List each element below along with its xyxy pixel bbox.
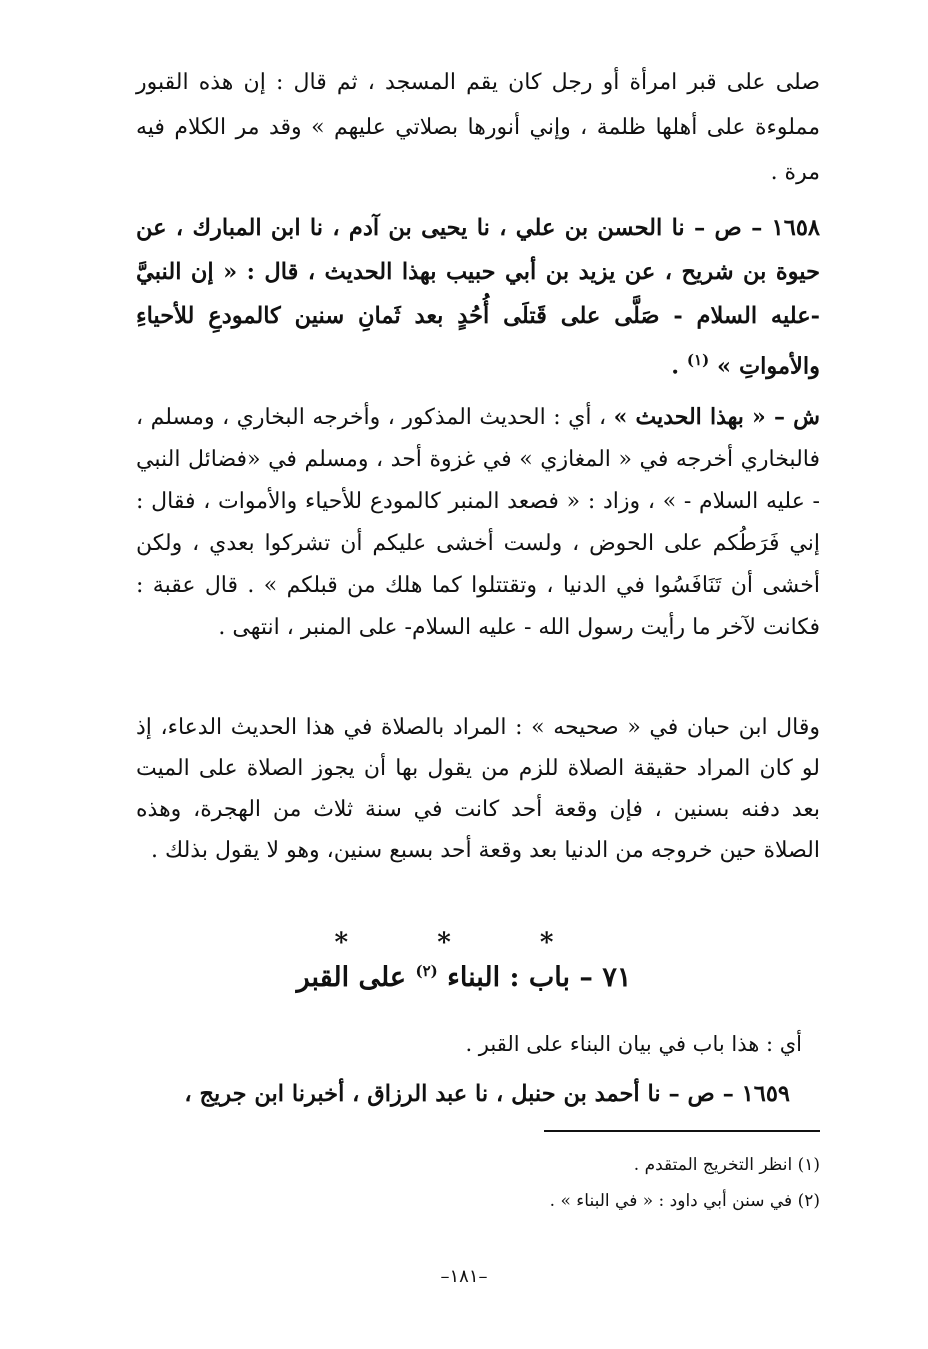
- chapter-title-start: ٧١ – باب : البناء: [447, 962, 632, 993]
- section-separator: * * *: [334, 928, 594, 958]
- paragraph-ibn-hibban: [136, 707, 820, 871]
- sharh-1658-paragraph: [136, 396, 820, 649]
- sharh-text: ، أي : الحديث المذكور ، وأخرجه البخاري ، ومسلم ، فالبخاري أخرجه في « المغازي » في غزوة أحد ، ومسلم في «فضائل النبي - عليه السلام - » ، وزاد : « فصعد المنبر كالمودع للأحياء والأموات ، فقال : إني فَرَطُكم على الحوض ، ولست أخشى عليكم أن تشركوا بعدي ، ولكن أخشى أن تَنَافَسُوا في الدنيا ، وتقتتلوا كما هلك من قبلكم » . قال عقبة : فكانت لآخر ما رأيت رسول الله - عليه السلام- على المنبر ، انتهى .: [136, 405, 820, 640]
- footnote-ref-2[interactable]: (٢): [415, 962, 438, 980]
- sharh-lead: ش – « بهذا الحديث »: [613, 404, 821, 430]
- footnote-1: (١) انظر التخريج المتقدم .: [633, 1155, 820, 1175]
- footnote-2: (٢) في سنن أبي داود : « في البناء » .: [549, 1191, 820, 1211]
- hadith-1658-paragraph: [136, 206, 820, 389]
- footnote-ref-1[interactable]: (١): [686, 351, 710, 369]
- paragraph-text: صلى على قبر امرأة أو رجل كان يقم المسجد ، ثم قال : إن هذه القبور مملوءة على أهلها ظلمة ، وإني أنورها بصلاتي عليهم » وقد مر الكلام فيه مرة .: [136, 70, 820, 185]
- chapter-heading-71: [0, 962, 928, 993]
- page-number: –١٨١–: [440, 1266, 488, 1287]
- hadith-1658-text: ١٦٥٨ – ص – نا الحسن بن علي ، نا يحيى بن آدم ، نا ابن المبارك ، عن حيوة بن شريح ، عن يزيد بن أبي حبيب بهذا الحديث ، قال : « إن النبيَّ -عليه السلام - صَلَّى على قَتلَى أُحُدٍ بعد ثَمانِ سنين كالمودعِ للأحياءِ والأمواتِ »: [136, 215, 820, 380]
- chapter-intro-text: أي : هذا باب في بيان البناء على القبر .: [465, 1032, 802, 1056]
- footnote-divider: [544, 1130, 820, 1132]
- hadith-1658: [136, 206, 820, 389]
- chapter-intro: [136, 1024, 802, 1064]
- hadith-1658-tail: .: [671, 353, 687, 380]
- hadith-1659-text: ١٦٥٩ – ص – نا أحمد بن حنبل ، نا عبد الرزاق ، أخبرنا ابن جريج ،: [184, 1081, 790, 1107]
- sharh-1658: [136, 396, 820, 649]
- paragraph-text: وقال ابن حبان في « صحيحه » : المراد بالصلاة في هذا الحديث الدعاء، إذ لو كان المراد حقيقة الصلاة للزم من يقول بها أن يجوز الصلاة على الميت بعد دفنه بسنين ، فإن وقعة أحد كانت في سنة ثلاث من الهجرة، وهذه الصلاة حين خروجه من الدنيا بعد وقعة أحد بسبع سنين، وهو لا يقول بذلك .: [136, 715, 820, 863]
- hadith-1659: [136, 1072, 790, 1116]
- chapter-title-end: على القبر: [296, 962, 416, 993]
- paragraph-grave-prayer: [136, 60, 820, 195]
